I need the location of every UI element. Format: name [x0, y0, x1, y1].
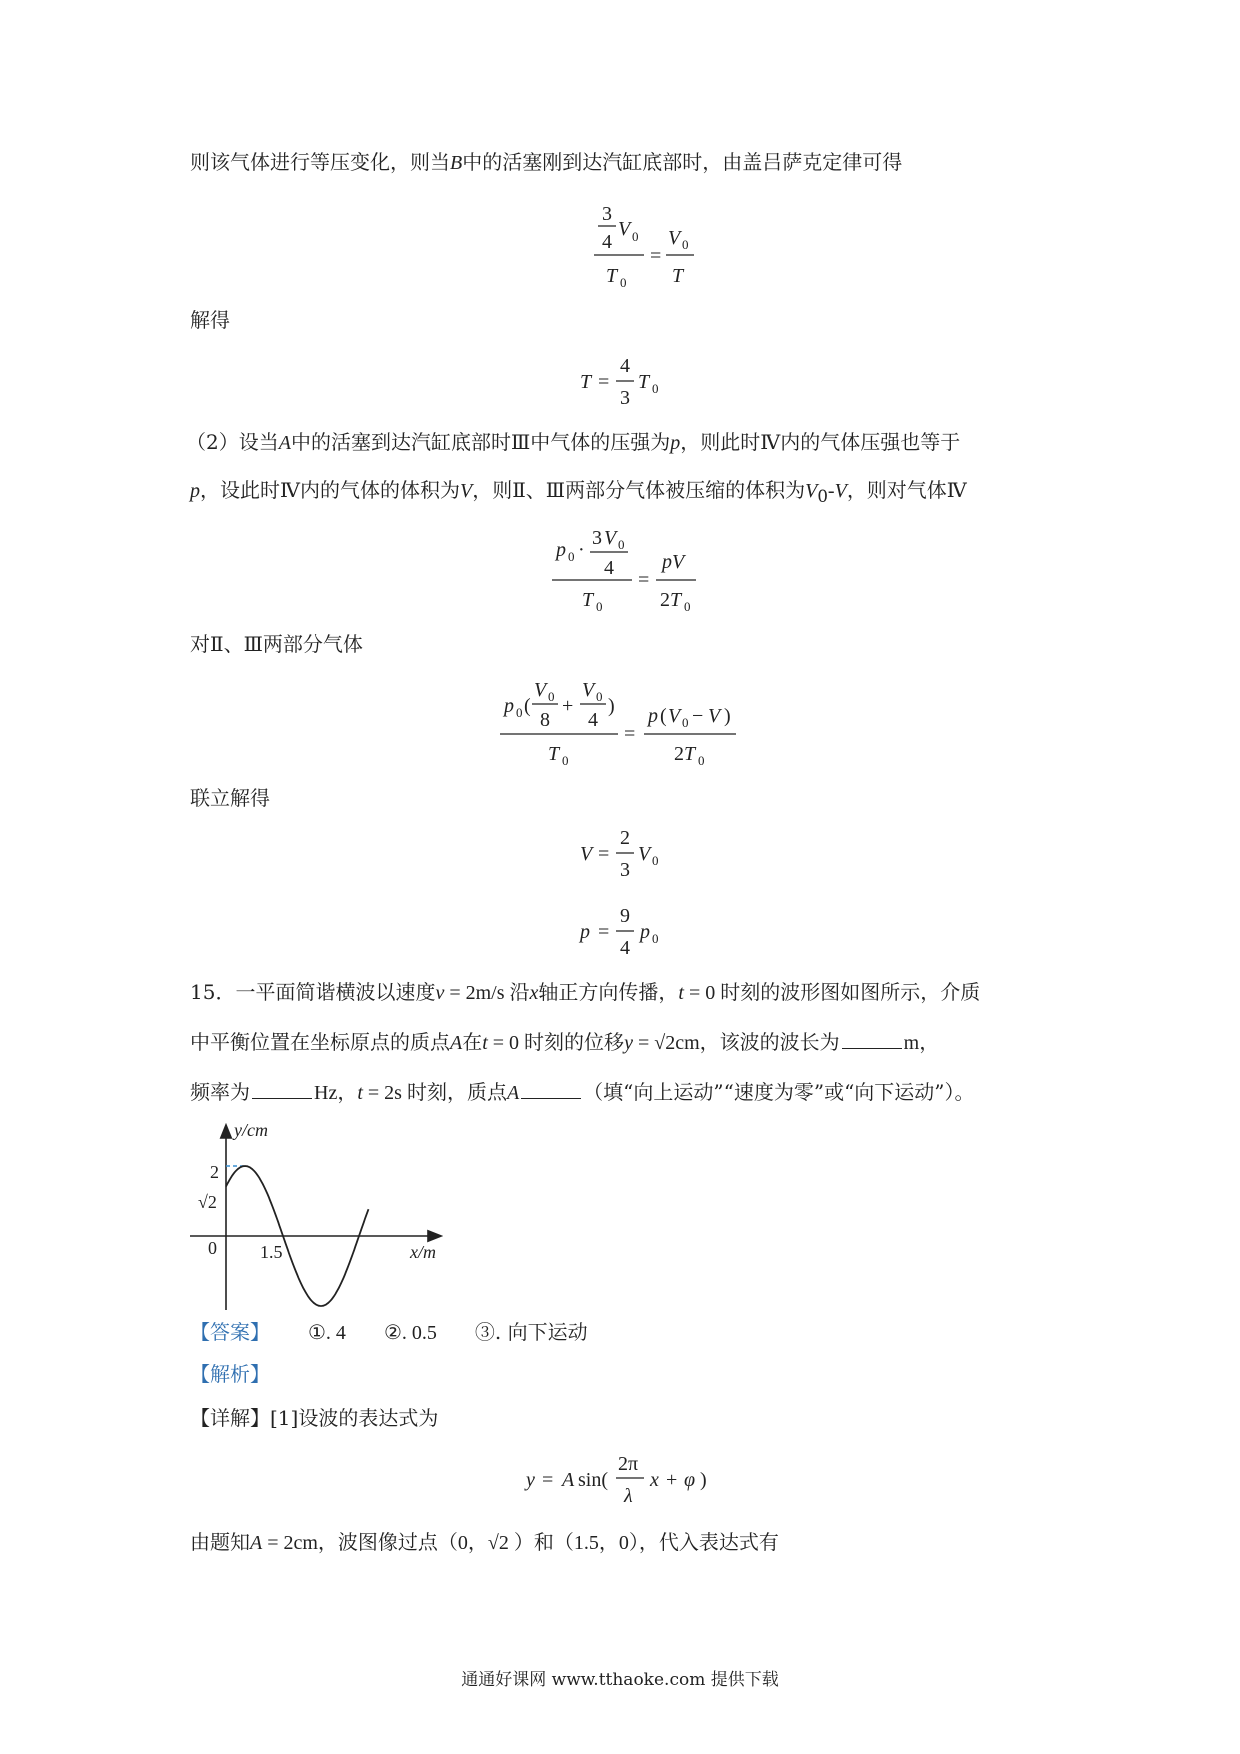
formula-var: x	[650, 1469, 659, 1491]
text-segment: 15．一平面简谐横波以速度	[190, 980, 436, 1004]
formula-var: V	[582, 679, 595, 701]
formula-var: p	[580, 921, 590, 943]
formula-paren: )	[608, 695, 615, 717]
formula-var: p	[504, 695, 514, 717]
text-segment: = 2cm，波图像过点（0，√2 ）和（1.5，0），代入表达式有	[262, 1532, 779, 1554]
formula-den: 3	[620, 387, 630, 409]
text-var: y	[624, 1032, 633, 1054]
formula-dot: ·	[578, 539, 585, 561]
detail-line	[190, 1404, 438, 1432]
formula-minus: −	[692, 705, 704, 727]
formula-den: 3	[620, 859, 630, 881]
formula-sub: 0	[652, 853, 659, 868]
formula-eq: =	[598, 843, 610, 865]
text-var: B	[450, 152, 463, 174]
text-var: A	[278, 432, 291, 454]
text-var: A	[250, 1532, 263, 1554]
text-segment: 由题知	[190, 1530, 250, 1554]
text-segment: ，则此时Ⅳ内的气体压强也等于	[680, 430, 961, 454]
formula-sub: 0	[652, 931, 659, 946]
text-segment: ，设此时Ⅳ内的气体的体积为	[200, 478, 460, 502]
analysis-line	[190, 1360, 270, 1388]
formula-var: T	[684, 743, 696, 765]
formula-var: T	[582, 589, 594, 611]
formula-wave-expression	[522, 1446, 732, 1516]
text-var: p	[190, 480, 200, 502]
formula-var: T	[638, 371, 650, 393]
text-segment: Hz，	[314, 1082, 358, 1104]
formula-var: V	[580, 843, 593, 865]
question-15-line3	[190, 1078, 975, 1107]
paragraph-line	[190, 148, 902, 177]
formula-den: 4	[620, 937, 630, 959]
formula-num: 3	[592, 527, 602, 549]
formula-eq: =	[598, 921, 610, 943]
formula-var: V	[618, 218, 631, 240]
formula-paren: )	[724, 705, 731, 727]
formula-den: 2	[660, 589, 670, 611]
detail-label: 【详解】	[190, 1406, 270, 1430]
formula-gas-IV	[548, 516, 708, 616]
formula-p-result	[576, 900, 676, 964]
formula-var: p	[556, 539, 566, 561]
formula-paren: (	[524, 695, 531, 717]
formula-sub: 0	[684, 599, 691, 614]
answer-item: ①. 4	[308, 1322, 346, 1344]
formula-den: 8	[540, 709, 550, 731]
text-var: t	[678, 982, 684, 1004]
formula-T-result	[576, 350, 676, 414]
tick-x: 1.5	[260, 1242, 283, 1262]
formula-eq: =	[624, 723, 636, 745]
text-segment: ，则对气体Ⅳ	[846, 478, 967, 502]
formula-sub: 0	[682, 715, 689, 730]
text-var: v	[435, 982, 445, 1004]
question-15-line2	[190, 1028, 939, 1057]
text-segment: = 2s 时刻，质点	[362, 1082, 507, 1104]
formula-var: V	[668, 705, 681, 727]
formula-var: y	[526, 1469, 535, 1491]
formula-var: V	[668, 227, 681, 249]
text-var: -V	[827, 480, 847, 502]
paragraph-line	[190, 476, 967, 511]
text-segment: 中的活塞刚到达汽缸底部时，由盖吕萨克定律可得	[462, 150, 903, 174]
text-segment: 频率为	[190, 1080, 250, 1104]
formula-var: φ	[684, 1469, 696, 1491]
text-segment: 轴正方向传播，	[538, 980, 679, 1004]
tick-y-root: √2	[198, 1192, 217, 1212]
formula-den: 4	[602, 231, 612, 253]
text-var: p	[670, 432, 681, 454]
formula-sub: 0	[596, 689, 603, 704]
formula-num: 4	[620, 355, 630, 377]
formula-eq: =	[650, 245, 662, 267]
text-segment: m，	[903, 1032, 940, 1054]
text-segment: 中的活塞到达汽缸底部时Ⅲ中气体的压强为	[290, 430, 671, 454]
answer-item: ③. 向下运动	[474, 1320, 588, 1344]
text-segment: [1]设波的表达式为	[270, 1406, 439, 1430]
answer-item: ②. 0.5	[383, 1322, 437, 1344]
formula-var: V	[604, 527, 617, 549]
formula-var: V	[708, 705, 721, 727]
origin-label: 0	[208, 1238, 217, 1258]
answer-blank-wavelength[interactable]	[842, 1030, 902, 1049]
formula-sub: 0	[568, 549, 575, 564]
text-var: A	[450, 1032, 463, 1054]
footer-credit: 通通好课网 www.tthaoke.com 提供下载	[461, 1670, 779, 1690]
formula-plus: +	[666, 1469, 678, 1491]
formula-sub: 0	[548, 689, 555, 704]
formula-sub: 0	[682, 237, 689, 252]
x-axis-label: x/m	[410, 1242, 436, 1262]
paragraph-line: 联立解得	[190, 786, 270, 810]
formula-den: 2	[674, 743, 684, 765]
text-var: t	[482, 1032, 488, 1054]
text-sub: 0	[817, 487, 828, 506]
text-var: V	[805, 480, 818, 502]
formula-sub: 0	[562, 753, 569, 768]
formula-sub: 0	[652, 381, 659, 396]
text-segment: 中平衡位置在坐标原点的质点	[190, 1030, 450, 1054]
formula-gay-lussac	[560, 192, 700, 290]
text-segment: （2）设当	[186, 430, 279, 454]
text-var: A	[506, 1082, 520, 1104]
formula-sub: 0	[620, 275, 627, 290]
formula-var: p	[648, 705, 658, 727]
formula-sub: 0	[618, 537, 625, 552]
paragraph-line: 解得	[190, 308, 230, 332]
formula-eq: =	[542, 1469, 554, 1491]
formula-var: T	[548, 743, 560, 765]
formula-var: pV	[662, 551, 685, 573]
formula-den: 4	[604, 557, 614, 579]
formula-num: 2π	[618, 1453, 639, 1475]
text-segment: = √2cm，该波的波长为	[632, 1032, 840, 1054]
formula-den: 4	[588, 709, 598, 731]
paragraph-line: 对Ⅱ、Ⅲ两部分气体	[190, 632, 363, 656]
formula-var: V	[638, 843, 651, 865]
text-segment: = 0 时刻的波形图如图所示，介质	[683, 982, 981, 1004]
formula-eq: =	[598, 371, 610, 393]
formula-sub: 0	[516, 705, 523, 720]
formula-den: λ	[624, 1485, 633, 1507]
formula-var: T	[672, 265, 684, 287]
formula-gas-II-III	[496, 668, 756, 768]
formula-var: p	[640, 921, 650, 943]
formula-num: 2	[620, 827, 630, 849]
text-segment: = 2m/s 沿	[444, 982, 530, 1004]
paragraph-line	[186, 428, 960, 457]
formula-var: T	[580, 371, 592, 393]
analysis-label: 【解析】	[190, 1362, 270, 1386]
answer-label: 【答案】	[190, 1320, 270, 1344]
formula-var: T	[606, 265, 618, 287]
tick-y-max: 2	[210, 1162, 219, 1182]
answer-blank-frequency[interactable]	[252, 1080, 312, 1099]
formula-num: 9	[620, 905, 630, 927]
text-segment: （填“向上运动”“速度为零”或“向下运动”）。	[583, 1080, 975, 1104]
formula-plus: +	[562, 695, 574, 717]
formula-func: sin(	[578, 1469, 608, 1491]
wave-graph	[186, 1118, 456, 1318]
formula-eq: =	[638, 569, 650, 591]
paragraph-line	[190, 1528, 779, 1557]
text-segment: = 0 时刻的位移	[487, 1032, 625, 1054]
text-var: V	[459, 480, 473, 502]
formula-V-result	[576, 822, 676, 886]
text-segment: 在	[462, 1030, 483, 1054]
formula-num: 3	[602, 203, 612, 225]
formula-var: T	[670, 589, 682, 611]
formula-sub: 0	[698, 753, 705, 768]
formula-var: V	[534, 679, 547, 701]
formula-var: A	[562, 1469, 575, 1491]
text-segment: 则该气体进行等压变化，则当	[190, 150, 450, 174]
y-axis-label: y/cm	[234, 1120, 268, 1140]
formula-sub: 0	[596, 599, 603, 614]
answer-blank-motion[interactable]	[521, 1080, 581, 1099]
formula-sub: 0	[632, 229, 639, 244]
text-segment: ，则Ⅱ、Ⅲ两部分气体被压缩的体积为	[472, 478, 806, 502]
text-var: x	[529, 982, 539, 1004]
formula-paren: )	[700, 1469, 707, 1491]
text-var: t	[357, 1082, 363, 1104]
answer-line	[190, 1318, 588, 1347]
question-15-line1	[190, 978, 980, 1007]
formula-paren: (	[660, 705, 667, 727]
